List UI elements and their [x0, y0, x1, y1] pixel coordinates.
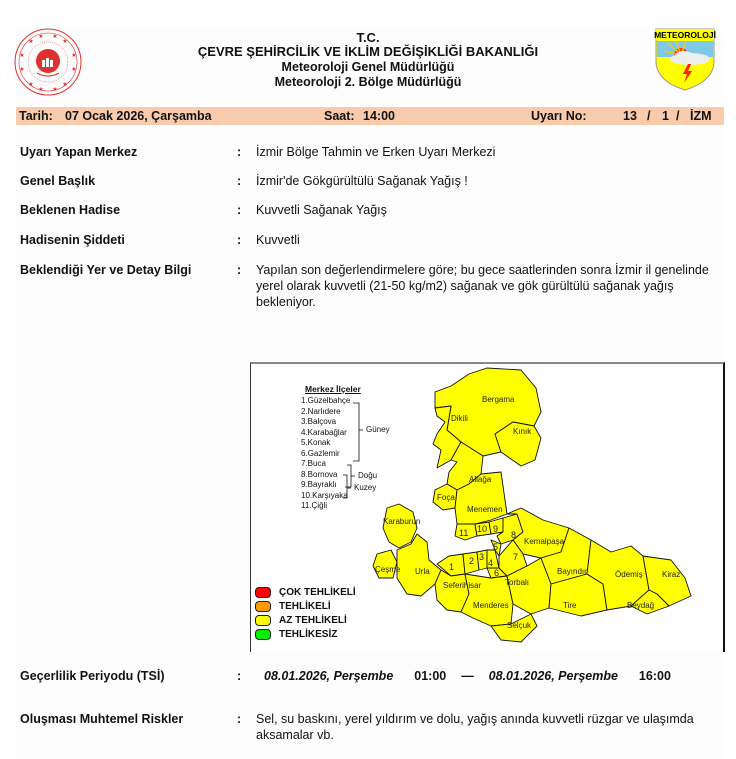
label-aliaga: Aliağa [469, 475, 492, 484]
svg-text:★: ★ [52, 33, 58, 40]
warning-code: İZM [690, 109, 712, 123]
field-colon: : [237, 233, 242, 247]
field-colon: : [237, 203, 242, 217]
svg-text:★: ★ [52, 86, 58, 93]
warning-sep1: / [647, 109, 651, 123]
field-label: Hadisenin Şiddeti [20, 233, 125, 247]
central-districts-title: Merkez İlçeler [305, 384, 361, 394]
header-ministry: ÇEVRE ŞEHİRCİLİK VE İKLİM DEĞİŞİKLİĞİ BAKANLIĞI [197, 44, 539, 59]
risk-label: TEHLİKELİ [279, 601, 331, 612]
label-bayindir: Bayındır [557, 567, 587, 576]
svg-text:★: ★ [62, 38, 68, 45]
label-karaburun: Karaburun [383, 517, 421, 526]
risk-swatch-green [255, 629, 271, 640]
field-label: Beklenen Hadise [20, 203, 121, 217]
field-value: Yapılan son değerlendirmelere göre; bu gece saatlerinden sonra İzmir il genelinde yerel olarak kuvvetli (21-50 kg/m2) sağanak ve gök gürültülü sağanak yağış bekleniyor. [256, 263, 709, 309]
risk-legend-item [255, 586, 356, 599]
risk-label: TEHLİKESİZ [279, 629, 338, 640]
field-colon: : [237, 263, 242, 277]
field-value: İzmir'de Gökgürültülü Sağanak Yağış ! [256, 174, 468, 188]
field-colon: : [237, 145, 242, 159]
num-8: 8 [511, 530, 517, 540]
central-district-item: 9.Bayraklı [301, 480, 337, 489]
num-10: 10 [477, 524, 488, 534]
central-district-item: 10.Karşıyaka [301, 490, 348, 500]
central-district-item: 2.Narlıdere [301, 406, 341, 416]
risk-label: AZ TEHLİKELİ [279, 615, 347, 626]
field-value: Kuvvetli [256, 233, 300, 247]
label-odemis: Ödemiş [615, 570, 643, 579]
svg-text:★: ★ [19, 66, 25, 73]
num-2: 2 [469, 556, 475, 566]
label-menemen: Menemen [467, 505, 503, 514]
logo-text: METEOROLOJİ [654, 30, 716, 40]
svg-text:★: ★ [38, 86, 44, 93]
label-seferihisar: Seferihisar [443, 581, 482, 590]
label-torbali: Torbalı [505, 578, 530, 587]
label-foca: Foça [437, 493, 455, 502]
warning-no: 13 [623, 109, 637, 123]
risk-legend-item [255, 614, 356, 627]
validity-start-time: 01:00 [414, 669, 447, 683]
label-tire: Tire [563, 601, 577, 610]
central-district-item: 8.Bornova [301, 469, 338, 479]
num-1: 1 [449, 562, 455, 572]
group-south-label: Güney [366, 425, 390, 434]
central-district-item: 11.Çiğli [301, 501, 328, 510]
label-cesme: Çeşme [375, 565, 401, 574]
risks-label: Oluşması Muhtemel Riskler [20, 712, 184, 726]
group-brackets [251, 364, 411, 514]
risk-swatch-yellow [255, 615, 271, 626]
group-east-label: Doğu [358, 471, 378, 480]
field-label: Uyarı Yapan Merkez [20, 145, 138, 159]
label-urla: Urla [415, 567, 430, 576]
field-value: Kuvvetli Sağanak Yağış [256, 203, 387, 217]
svg-text:★: ★ [28, 38, 34, 45]
central-district-item: 1.Güzelbahçe [301, 396, 351, 405]
svg-text:★: ★ [38, 33, 44, 40]
central-district-item: 5.Konak [301, 438, 331, 447]
header-tc: T.C. [356, 30, 380, 45]
num-4: 4 [488, 558, 494, 568]
svg-text:★: ★ [71, 52, 77, 59]
group-north-label: Kuzey [354, 483, 377, 492]
num-11: 11 [459, 528, 469, 538]
date-value: 07 Ocak 2026, Çarşamba [65, 109, 212, 123]
risks-value: Sel, su baskını, yerel yıldırım ve dolu, yağış anında kuvvetli rüzgar ve ulaşımda aksamalar vb. [256, 712, 694, 742]
central-district-item: 7.Buca [301, 459, 326, 468]
field-colon: : [237, 174, 242, 188]
label-dikili: Dikili [451, 414, 468, 423]
risk-legend [255, 586, 356, 642]
svg-text:★: ★ [71, 66, 77, 73]
field-label: Genel Başlık [20, 174, 96, 188]
validity-end-time: 16:00 [638, 669, 671, 683]
info-bar [16, 107, 724, 125]
header-directorate: Meteoroloji Genel Müdürlüğü [281, 60, 455, 74]
risk-label: ÇOK TEHLİKELİ [279, 587, 356, 598]
date-label: Tarih: [19, 109, 53, 123]
field-label: Beklendiği Yer ve Detay Bilgi [20, 263, 192, 277]
num-9: 9 [493, 524, 499, 534]
label-kemalpasa: Kemalpaşa [524, 537, 565, 546]
time-value: 14:00 [363, 109, 395, 123]
svg-text:★: ★ [62, 81, 68, 88]
validity-end-date: 08.01.2026, Perşembe [488, 669, 618, 683]
risk-swatch-orange [255, 601, 271, 612]
validity-dash: — [461, 669, 474, 683]
label-bergama: Bergama [482, 395, 515, 404]
central-district-item: 4.Karabağlar [301, 427, 347, 437]
risk-legend-item [255, 628, 356, 641]
field-colon: : [237, 712, 242, 726]
field-colon: : [237, 669, 242, 683]
time-label: Saat: [324, 109, 355, 123]
num-7: 7 [513, 552, 519, 562]
risk-legend-item [255, 600, 356, 613]
warning-sub: 1 [662, 109, 669, 123]
warning-map [250, 362, 725, 652]
label-beydag: Beydağ [627, 601, 655, 610]
num-6: 6 [494, 568, 500, 578]
svg-text:★: ★ [28, 81, 34, 88]
num-5: 5 [493, 542, 499, 552]
num-3: 3 [479, 552, 485, 562]
risk-swatch-red [255, 587, 271, 598]
label-menderes: Menderes [473, 601, 509, 610]
central-district-item: 3.Balçova [301, 417, 337, 426]
validity-start-date: 08.01.2026, Perşembe [264, 669, 394, 683]
header-regional: Meteoroloji 2. Bölge Müdürlüğü [274, 75, 462, 89]
field-value: İzmir Bölge Tahmin ve Erken Uyarı Merkezi [256, 145, 496, 159]
label-selcuk: Selçuk [507, 621, 532, 630]
validity-value [264, 668, 729, 684]
warning-no-label: Uyarı No: [531, 109, 587, 123]
central-district-item: 6.Gazlemir [301, 448, 340, 458]
svg-text:★: ★ [19, 52, 25, 59]
label-kinik: Kınık [513, 427, 532, 436]
validity-label: Geçerlilik Periyodu (TSİ) [20, 669, 165, 683]
label-kiraz: Kiraz [662, 570, 681, 579]
warning-sep2: / [676, 109, 680, 123]
